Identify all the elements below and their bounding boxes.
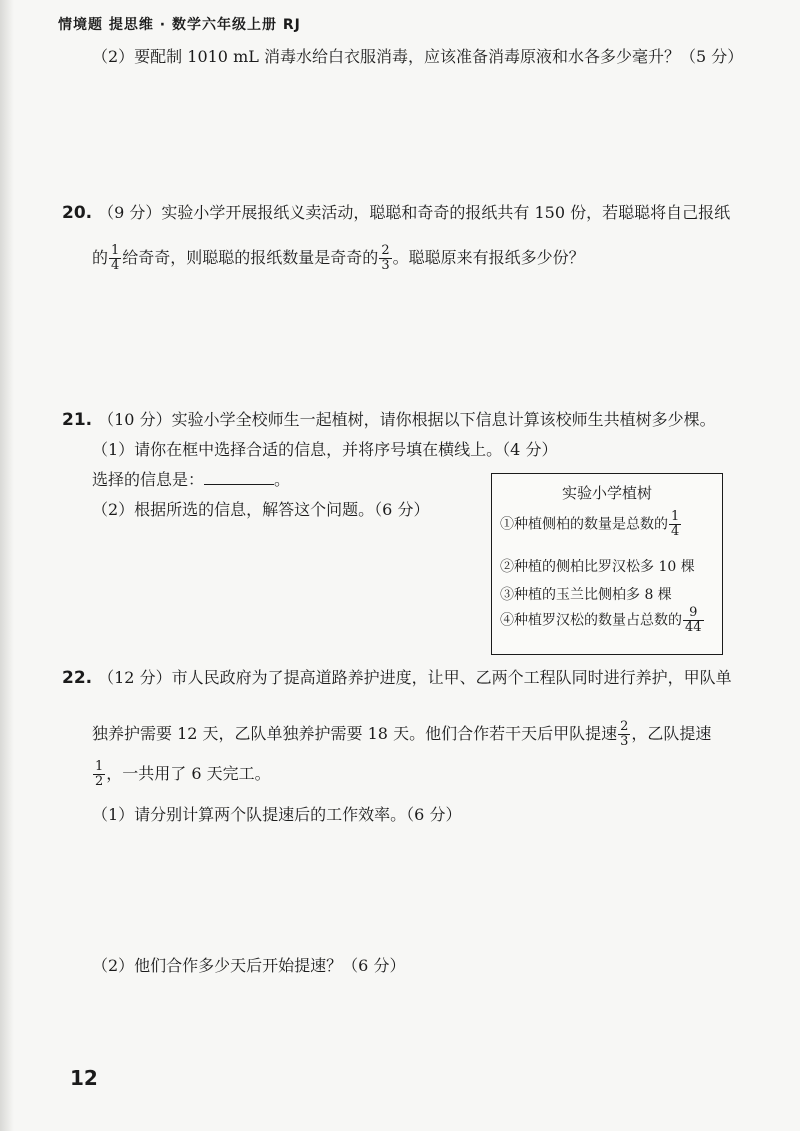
q21-answer-blank[interactable] — [204, 470, 274, 485]
q22-number: 22. — [62, 668, 93, 688]
info-item-3: ③种植的玉兰比侧柏多 8 棵 — [500, 587, 672, 603]
q22-line1 — [62, 668, 732, 688]
q20-fraction-2: $\frac{2}{3}$ — [381, 243, 390, 273]
q20-line2 — [92, 244, 585, 273]
info-item-2: ②种植的侧柏比罗汉松多 10 棵 — [500, 559, 695, 575]
info-item-1-fraction: $\frac{1}{4}$ — [671, 509, 680, 539]
q21-select-line: 选择的信息是： 。 — [92, 470, 291, 489]
q22-fraction-2: $\frac{1}{2}$ — [95, 759, 104, 789]
q20-line1 — [62, 203, 730, 223]
q22-part2: （2）他们合作多少天后开始提速？（6 分） — [92, 956, 406, 975]
q21-line1 — [62, 410, 716, 430]
info-box-title: 实验小学植树 — [561, 484, 652, 502]
q20-text-a: 的 — [92, 248, 109, 267]
q22-fraction-1: $\frac{2}{3}$ — [620, 719, 629, 749]
q20-text: （9 分）实验小学开展报纸义卖活动，聪聪和奇奇的报纸共有 150 份，若聪聪将自己报纸 — [98, 203, 731, 222]
q19-part2: （2）要配制 1010 mL 消毒水给白衣服消毒，应该准备消毒原液和水各多少毫升？（5 分） — [92, 47, 744, 66]
q22-line3 — [92, 760, 271, 789]
q21-select-label: 选择的信息是： — [92, 470, 205, 489]
page-header: 情境题 提思维 · 数学六年级上册 RJ — [58, 17, 301, 33]
page-shadow — [0, 0, 14, 1131]
q20-text-c: 。聪聪原来有报纸多少份？ — [392, 248, 585, 267]
q20-number: 20. — [62, 203, 93, 223]
info-item-4-fraction: $\frac{9}{44}$ — [685, 605, 702, 635]
q22-part1: （1）请分别计算两个队提速后的工作效率。（6 分） — [92, 805, 462, 824]
q21-text: （10 分）实验小学全校师生一起植树，请你根据以下信息计算该校师生共植树多少棵。 — [98, 410, 716, 429]
q22-text-a: 独养护需要 12 天，乙队单独养护需要 18 天。他们合作若干天后甲队提速 — [92, 724, 618, 743]
q20-text-b: 给奇奇，则聪聪的报纸数量是奇奇的 — [122, 248, 379, 267]
info-box — [491, 473, 723, 655]
q22-line2 — [92, 720, 711, 749]
q21-number: 21. — [62, 410, 93, 430]
q21-part2: （2）根据所选的信息，解答这个问题。（6 分） — [92, 500, 430, 519]
q22-text-c: ，一共用了 6 天完工。 — [106, 764, 271, 783]
q21-part1: （1）请你在框中选择合适的信息，并将序号填在横线上。（4 分） — [92, 440, 558, 459]
q22-text: （12 分）市人民政府为了提高道路养护进度，让甲、乙两个工程队同时进行养护，甲队单 — [98, 668, 732, 687]
info-item-4: ④种植罗汉松的数量占总数的 $\frac{9}{44}$ — [500, 605, 702, 635]
q20-fraction-1: $\frac{1}{4}$ — [111, 243, 120, 273]
q22-text-b: ，乙队提速 — [631, 724, 712, 743]
page-number: 12 — [70, 1066, 98, 1090]
info-item-1: ①种植侧柏的数量是总数的 $\frac{1}{4}$ — [500, 509, 680, 539]
